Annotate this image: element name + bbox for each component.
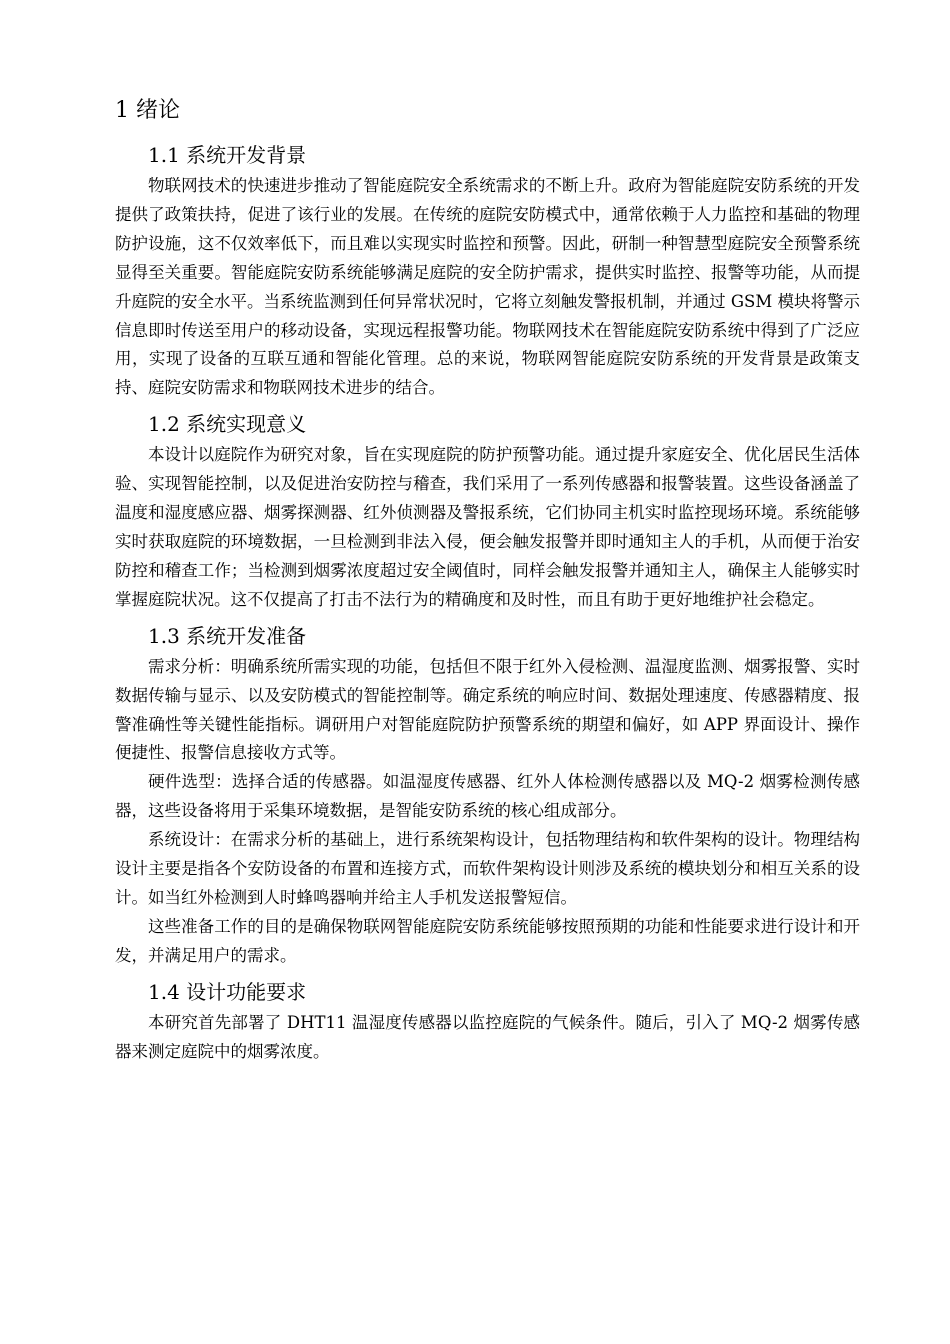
chapter-title: 1 绪论: [115, 98, 180, 123]
body-paragraph: 物联网技术的快速进步推动了智能庭院安全系统需求的不断上升。政府为智能庭院安防系统的开发提供了政策扶持，促进了该行业的发展。在传统的庭院安防模式中，通常依赖于人力监控和基础的物理防护设施，这不仅效率低下，而且难以实现实时监控和预警。因此，研制一种智慧型庭院安全预警系统显得至关重要。智能庭院安防系统能够满足庭院的安全防护需求，提供实时监控、报警等功能，从而提升庭院的安全水平。当系统监测到任何异常状况时，它将立刻触发警报机制，并通过 GSM 模块将警示信息即时传送至用户的移动设备，实现远程报警功能。物联网技术在智能庭院安防系统中得到了广泛应用，实现了设备的互联互通和智能化管理。总的来说，物联网智能庭院安防系统的开发背景是政策支持、庭院安防需求和物联网技术进步的结合。: [115, 176, 860, 398]
section-title: 1.4 设计功能要求: [148, 979, 307, 1004]
section-title: 1.3 系统开发准备: [148, 623, 307, 648]
section-title: 1.1 系统开发背景: [148, 143, 307, 167]
section-1-1: [115, 138, 860, 403]
body-paragraph: 硬件选型：选择合适的传感器。如温湿度传感器、红外人体检测传感器以及 MQ-2 烟雾检测传感器，这些设备将用于采集环境数据，是智能安防系统的核心组成部分。: [115, 772, 860, 821]
section-1-3: [115, 619, 860, 971]
body-paragraph: 这些准备工作的目的是确保物联网智能庭院安防系统能够按照预期的功能和性能要求进行设计和开发，并满足用户的需求。: [115, 916, 860, 965]
document-body: [115, 92, 860, 1070]
section-title: 1.2 系统实现意义: [148, 412, 307, 437]
body-paragraph: 本研究首先部署了 DHT11 温湿度传感器以监控庭院的气候条件。随后，引入了 MQ-2 烟雾传感器来测定庭院中的烟雾浓度。: [115, 1012, 860, 1061]
section-1-4: [115, 975, 860, 1067]
body-paragraph: 系统设计：在需求分析的基础上，进行系统架构设计，包括物理结构和软件架构的设计。物理结构设计主要是指各个安防设备的布置和连接方式，而软件架构设计则涉及系统的模块划分和相互关系的设计。如当红外检测到人时蜂鸣器响并给主人手机发送报警短信。: [115, 830, 860, 907]
body-paragraph: 需求分析：明确系统所需实现的功能，包括但不限于红外入侵检测、温湿度监测、烟雾报警、实时数据传输与显示、以及安防模式的智能控制等。确定系统的响应时间、数据处理速度、传感器精度、报警准确性等关键性能指标。调研用户对智能庭院防护预警系统的期望和偏好，如 APP 界面设计、操作便捷性、报警信息接收方式等。: [115, 656, 860, 763]
section-1-2: [115, 407, 860, 614]
body-paragraph: 本设计以庭院作为研究对象，旨在实现庭院的防护预警功能。通过提升家庭安全、优化居民生活体验、实现智能控制，以及促进治安防控与稽查，我们采用了一系列传感器和报警装置。这些设备涵盖了温度和湿度感应器、烟雾探测器、红外侦测器及警报系统，它们协同主机实时监控现场环境。系统能够实时获取庭院的环境数据，一旦检测到非法入侵，便会触发报警并即时通知主人的手机，从而便于治安防控和稽查工作；当检测到烟雾浓度超过安全阈值时，同样会触发报警并通知主人，确保主人能够实时掌握庭院状况。这不仅提高了打击不法行为的精确度和及时性，而且有助于更好地维护社会稳定。: [115, 445, 860, 609]
